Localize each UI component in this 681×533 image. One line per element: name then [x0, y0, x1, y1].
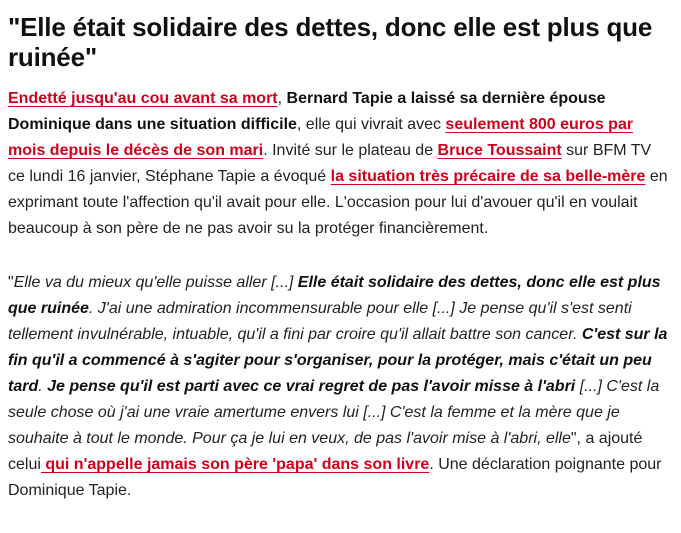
intro-text-4: sur BFM TV ce lundi 16 janvier, Stéphane Tapie a évoqué	[8, 142, 652, 185]
quote-paragraph	[8, 270, 671, 504]
link-800-euros[interactable]: seulement 800 euros par mois depuis le décès de son mari	[8, 116, 634, 159]
quote-italic-1: Elle va du mieux qu'elle puisse aller [...]	[13, 274, 298, 291]
quote-italic-4: [...] C'est la seule chose où j'ai une vraie amertume envers lui [...] C'est la femme et la mère que je souhaite à tout le monde. Pour ça je lui en veux, de pas l'avoir mise à l'abri, elle	[8, 378, 660, 447]
link-endette[interactable]: Endetté jusqu'au cou avant sa mort	[8, 90, 278, 107]
quote-end-text: . Une déclaration poignante pour Dominique Tapie.	[8, 456, 662, 499]
quote-italic-2: . J'ai une admiration incommensurable pour elle [...] Je pense qu'il s'est senti tellement invulnérable, intuable, qu'il a fini par croire qu'il allait battre son cancer.	[8, 300, 632, 343]
quote-bold-1: Elle était solidaire des dettes, donc elle est plus que ruinée	[8, 274, 661, 317]
link-papa-livre[interactable]: qui n'appelle jamais son père 'papa' dans son livre	[40, 456, 430, 473]
link-bruce-toussaint[interactable]: Bruce Toussaint	[437, 142, 562, 159]
intro-text-1: ,	[277, 90, 287, 107]
quote-close-text: ", a ajouté celui	[8, 430, 643, 473]
intro-text-2: , elle qui vivrait avec	[296, 116, 446, 133]
intro-bold-1: Bernard Tapie a laissé sa dernière épouse Dominique dans une situation difficile	[8, 90, 606, 133]
link-situation-precaire[interactable]: la situation très précaire de sa belle-mère	[330, 168, 646, 185]
quote-open-mark: "	[8, 274, 14, 291]
quote-bold-2: C'est sur la fin qu'il a commencé à s'agiter pour s'organiser, pour la protéger, mais c'était un peu tard	[8, 326, 668, 395]
article-headline: "Elle était solidaire des dettes, donc elle est plus que ruinée"	[8, 12, 653, 72]
quote-italic-3: .	[38, 378, 48, 395]
intro-paragraph	[8, 86, 671, 242]
intro-text-3: . Invité sur le plateau de	[263, 142, 438, 159]
intro-text-5: en exprimant toute l'affection qu'il avait pour elle. L'occasion pour lui d'avouer qu'il en voulait beaucoup à son père de ne pas avoir su la protéger financièrement.	[8, 168, 668, 237]
quote-bold-3: Je pense qu'il est parti avec ce vrai regret de pas l'avoir misse à l'abri	[47, 378, 576, 395]
